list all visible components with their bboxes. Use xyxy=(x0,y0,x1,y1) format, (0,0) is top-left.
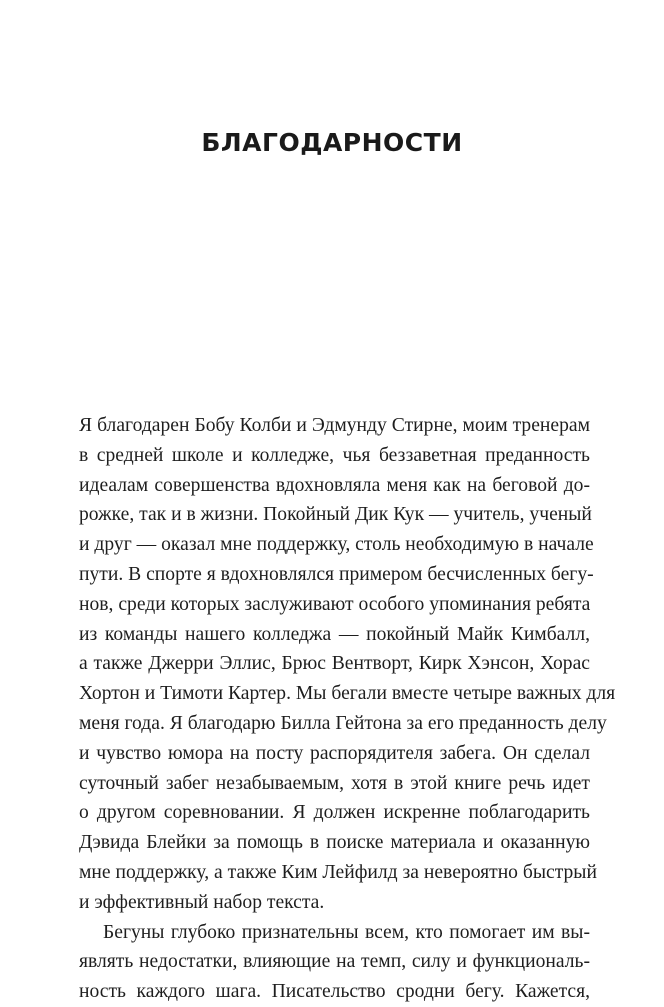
body-text xyxy=(79,411,616,1007)
text-line: в средней школе и колледже, чья беззаветная преданность xyxy=(79,444,590,466)
text-line: и эффективный набор текста. xyxy=(79,891,325,913)
text-line: суточный забег незабываемым, хотя в этой книге речь идет xyxy=(79,772,590,794)
text-line: из команды нашего колледжа — покойный Майк Кимбалл, xyxy=(79,623,590,645)
text-line: и чувство юмора на посту распорядителя забега. Он сделал xyxy=(79,742,590,764)
text-line: нов, среди которых заслуживают особого упоминания ребята xyxy=(79,593,591,615)
text-line: являть недостатки, влияющие на темп, силу и функциональ- xyxy=(79,951,590,973)
text-line: ность каждого шага. Писательство сродни бегу. Кажется, xyxy=(79,981,590,1003)
text-line: а также Джерри Эллис, Брюс Вентворт, Кирк Хэнсон, Хорас xyxy=(79,653,590,675)
text-line: Бегуны глубоко признательны всем, кто помогает им вы- xyxy=(103,921,590,943)
text-line: Хортон и Тимоти Картер. Мы бегали вместе четыре важных для xyxy=(79,683,616,705)
text-line: Я благодарен Бобу Колби и Эдмунду Стирне, моим тренерам xyxy=(79,415,590,436)
text-line: о другом соревновании. Я должен искренне поблагодарить xyxy=(79,802,590,824)
text-line: Дэвида Блейки за помощь в поиске материала и оказанную xyxy=(79,832,590,854)
text-line: мне поддержку, а также Ким Лейфилд за невероятно быстрый xyxy=(79,861,597,883)
paragraph xyxy=(79,411,616,918)
paragraph xyxy=(79,918,590,1007)
text-line: идеалам совершенства вдохновляла меня как на беговой до- xyxy=(79,474,590,496)
text-line: пути. В спорте я вдохновлялся примером бесчисленных бегу- xyxy=(79,563,594,585)
text-line: и друг — оказал мне поддержку, столь необходимую в начале xyxy=(79,534,594,556)
text-line: рожке, так и в жизни. Покойный Дик Кук — учитель, ученый xyxy=(79,504,592,526)
chapter-title: БЛАГОДАРНОСТИ xyxy=(201,128,463,157)
text-line: меня года. Я благодарю Билла Гейтона за его преданность делу xyxy=(79,712,607,734)
